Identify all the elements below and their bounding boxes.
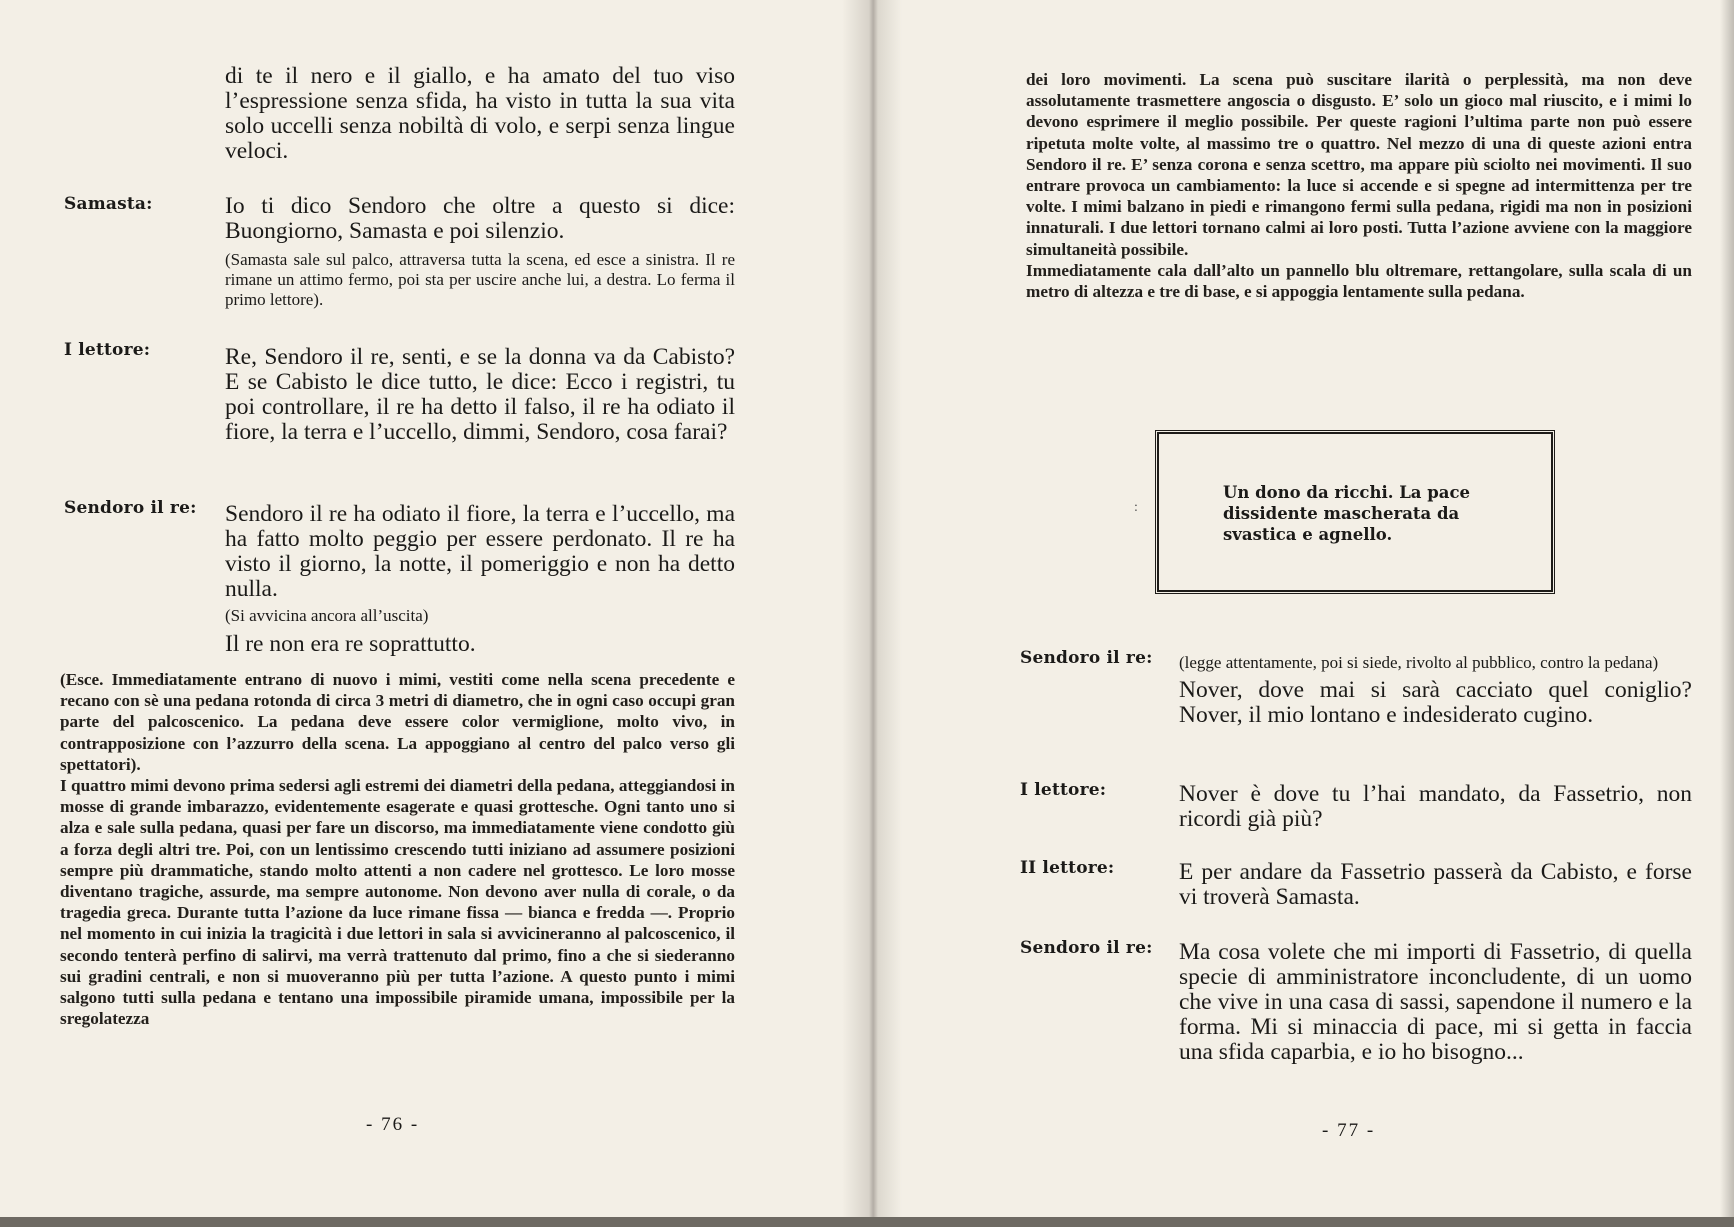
sendoro-left-line: Sendoro il re ha odiato il fiore, la terra e l’uccello, ma ha fatto molto peggio per essere perdonato. Il re ha visto il giorno, la notte, il pomeriggio e non ha detto nulla. — [225, 501, 735, 602]
opening-lines-text: di te il nero e il giallo, e ha amato del tuo viso l’espressione senza sfida, ha visto in tutta la sua vita solo uccelli senza nobiltà di volo, e serpi senza lingue veloci. — [225, 63, 735, 164]
samasta-speech — [225, 194, 735, 310]
stage-direction-right — [1026, 69, 1692, 302]
stage-direction-left — [60, 669, 735, 1029]
continuation-1: dei loro movimenti. La scena può suscitare ilarità o perplessità, ma non deve assolutamente trasmettere angoscia o disgusto. E’ solo un gioco mal riuscito, e i mimi lo devono esprimere il meglio possibile. Per queste ragioni l’ultima parte non può essere ripetuta molte volte, al massimo tre o quattro. Nel mezzo di una di queste azioni entra Sendoro il re. E’ senza corona e senza scettro, ma appare più sciolto nei movimenti. Il suo entrare provoca un cambiamento: la luce si accende e si spegne ad intermittenza per tre volte. I mimi balzano in piedi e rimangono fermi sulla pedana, rigidi ma non in posizioni innaturali. I due lettori tornano calmi ai loro posti. Tutta l’azione avviene con la maggiore simultaneità possibile. — [1026, 70, 1692, 259]
sendoro-right-1-line: Nover, dove mai si sarà cacciato quel coniglio? Nover, il mio lontano e indesiderato cugino. — [1179, 677, 1692, 728]
blue-panel-frame — [1157, 432, 1553, 592]
speaker-samasta: Samasta: — [64, 194, 153, 214]
panel-caption: Un dono da ricchi. La pace dissidente mascherata da svastica e agnello. — [1223, 483, 1471, 544]
lettore-1-right-line: Nover è dove tu l’hai mandato, da Fassetrio, non ricordi già più? — [1179, 781, 1692, 832]
speaker-lettore-2: II lettore: — [1020, 858, 1115, 878]
speaker-sendoro-right-1: Sendoro il re: — [1020, 648, 1153, 668]
book-gutter — [842, 0, 902, 1227]
lettore-2-speech — [1179, 860, 1692, 910]
sendoro-left-direction: (Si avvicina ancora all’uscita) — [225, 606, 429, 625]
sendoro-left-speech — [225, 502, 735, 657]
speaker-sendoro-left: Sendoro il re: — [64, 498, 197, 518]
right-page — [902, 0, 1720, 1227]
left-page — [0, 0, 842, 1227]
sendoro-right-2-speech — [1179, 940, 1692, 1065]
lettore-2-line: E per andare da Fassetrio passerà da Cabisto, e forse vi troverà Samasta. — [1179, 859, 1692, 910]
lettore-1-speech — [225, 345, 735, 445]
stage-direction-1: (Esce. Immediatamente entrano di nuovo i mimi, vestiti come nella scena precedente e recano con sè una pedana rotonda di circa 3 metri di diametro, che in ogni caso occupi gran parte del palcoscenico. La pedana deve essere color vermiglione, molto vivo, in contrapposizione con l’azzurro della scena. La appoggiano al centro del palco verso gli spettatori). — [60, 670, 735, 774]
speaker-lettore-1-right: I lettore: — [1020, 780, 1107, 800]
sendoro-left-line-2: Il re non era re soprattutto. — [225, 631, 476, 657]
page-number-left: - 76 - — [366, 1114, 420, 1135]
page-number-right: - 77 - — [1322, 1120, 1376, 1141]
speaker-lettore-1: I lettore: — [64, 340, 151, 360]
samasta-direction: (Samasta sale sul palco, attraversa tutta la scena, ed esce a sinistra. Il re rimane un attimo fermo, poi sta per uscire anche lui, a destra. Lo ferma il primo lettore). — [225, 250, 735, 309]
page-edge-shadow — [1720, 0, 1734, 1227]
opening-lines — [225, 64, 735, 164]
lettore-1-right-speech — [1179, 782, 1692, 832]
scan-speck: : — [1134, 500, 1138, 515]
sendoro-right-2-line: Ma cosa volete che mi importi di Fassetrio, di quella specie di amministratore inconcludente, di un uomo che vive in una casa di sassi, sapendone il numero e la forma. Mi si minaccia di pace, mi si getta in faccia una sfida caparbia, e io ho bisogno... — [1179, 939, 1692, 1065]
lettore-1-line: Re, Sendoro il re, senti, e se la donna va da Cabisto? E se Cabisto le dice tutto, le dice: Ecco i registri, tu poi controllare, il re ha detto il falso, il re ha odiato il fiore, la terra e l’uccello, dimmi, Sendoro, cosa farai? — [225, 344, 735, 445]
stage-direction-2: I quattro mimi devono prima sedersi agli estremi dei diametri della pedana, atteggiandosi in mosse di grande imbarazzo, evidentemente esagerate e quasi grottesche. Ogni tanto uno si alza e sale sulla pedana, quasi per fare un discorso, ma immediatamente viene condotto giù a forza degli altri tre. Poi, con un lentissimo crescendo tutti iniziano ad assumere posizioni sempre più drammatiche, stando molto attenti a non cadere nel grottesco. Le loro mosse diventano tragiche, assurde, ma sempre autonome. Non devono aver nulla di corale, o da tragedia greca. Durante tutta l’azione da luce rimane fissa — bianca e fredda —. Proprio nel momento in cui inizia la tragicità i due lettori in sala si avvicineranno al palcoscenico, il secondo tenterà perfino di salirvi, ma verrà trattenuto dal primo, fino a che si siederanno sui gradini centrali, e non si muoveranno più per tutta l’azione. A questo punto i mimi salgono tutti sulla pedana e tentano una impossibile piramide umana, impossibile per la sregolatezza — [60, 776, 735, 1029]
speaker-sendoro-right-2: Sendoro il re: — [1020, 938, 1153, 958]
continuation-2: Immediatamente cala dall’alto un pannello blu oltremare, rettangolare, sulla scala di un metro di altezza e tre di base, e si appoggia lentamente sulla pedana. — [1026, 260, 1692, 302]
samasta-line: Io ti dico Sendoro che oltre a questo si dice: Buongiorno, Samasta e poi silenzio. — [225, 193, 735, 244]
sendoro-right-1-speech — [1179, 653, 1692, 728]
sendoro-right-1-direction: (legge attentamente, poi si siede, rivolto al pubblico, contro la pedana) — [1179, 653, 1659, 672]
